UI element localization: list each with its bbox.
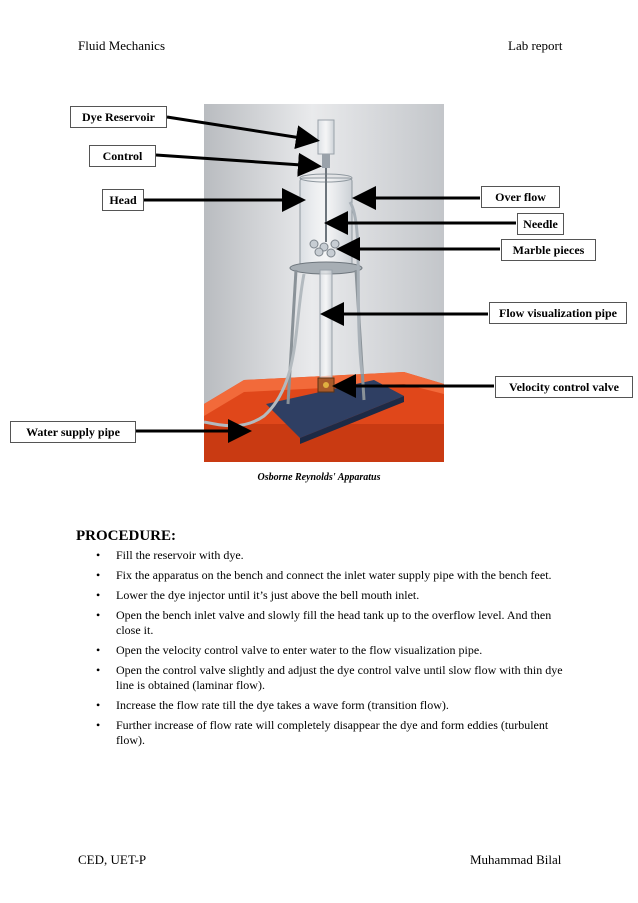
procedure-step-text: Fix the apparatus on the bench and connect the inlet water supply pipe with the bench feet. [116, 568, 552, 582]
procedure-step [94, 718, 564, 748]
procedure-step [94, 663, 564, 693]
header-right: Lab report [508, 38, 563, 53]
bullet-icon: • [96, 663, 101, 677]
bullet-icon: • [96, 588, 101, 602]
footer-right: Muhammad Bilal [470, 852, 562, 867]
label-water-supply-pipe: Water supply pipe [10, 421, 136, 443]
label-dye-reservoir: Dye Reservoir [70, 106, 167, 128]
procedure-step-text: Open the velocity control valve to enter water to the flow visualization pipe. [116, 643, 483, 657]
procedure-step-text: Open the bench inlet valve and slowly fill the head tank up to the overflow level. And then close it. [116, 608, 552, 637]
procedure-step [94, 568, 564, 583]
figure-caption: Osborne Reynolds' Apparatus [257, 472, 381, 483]
procedure-step [94, 608, 564, 638]
procedure-step-text: Fill the reservoir with dye. [116, 548, 244, 562]
bullet-icon: • [96, 698, 101, 712]
procedure-title: PROCEDURE: [76, 528, 176, 544]
bullet-icon: • [96, 718, 101, 732]
procedure-step [94, 643, 564, 658]
bullet-icon: • [96, 608, 101, 622]
footer-left: CED, UET-P [78, 852, 147, 867]
procedure-step-text: Increase the flow rate till the dye takes a wave form (transition flow). [116, 698, 449, 712]
bullet-icon: • [96, 643, 101, 657]
label-head: Head [102, 189, 144, 211]
procedure-step-text: Further increase of flow rate will completely disappear the dye and form eddies (turbulent flow). [116, 718, 549, 747]
label-control: Control [89, 145, 156, 167]
label-needle: Needle [517, 213, 564, 235]
procedure-step [94, 588, 564, 603]
label-over-flow: Over flow [481, 186, 560, 208]
procedure-list [94, 548, 564, 753]
procedure-step [94, 548, 564, 563]
label-marble-pieces: Marble pieces [501, 239, 596, 261]
bullet-icon: • [96, 568, 101, 582]
procedure-step [94, 698, 564, 713]
header-left: Fluid Mechanics [78, 38, 166, 53]
label-flow-visualization-pipe: Flow visualization pipe [489, 302, 627, 324]
procedure-step-text: Lower the dye injector until it’s just above the bell mouth inlet. [116, 588, 420, 602]
procedure-step-text: Open the control valve slightly and adjust the dye control valve until slow flow with thin dye line is obtained (laminar flow). [116, 663, 563, 692]
bullet-icon: • [96, 548, 101, 562]
label-velocity-control-valve: Velocity control valve [495, 376, 633, 398]
